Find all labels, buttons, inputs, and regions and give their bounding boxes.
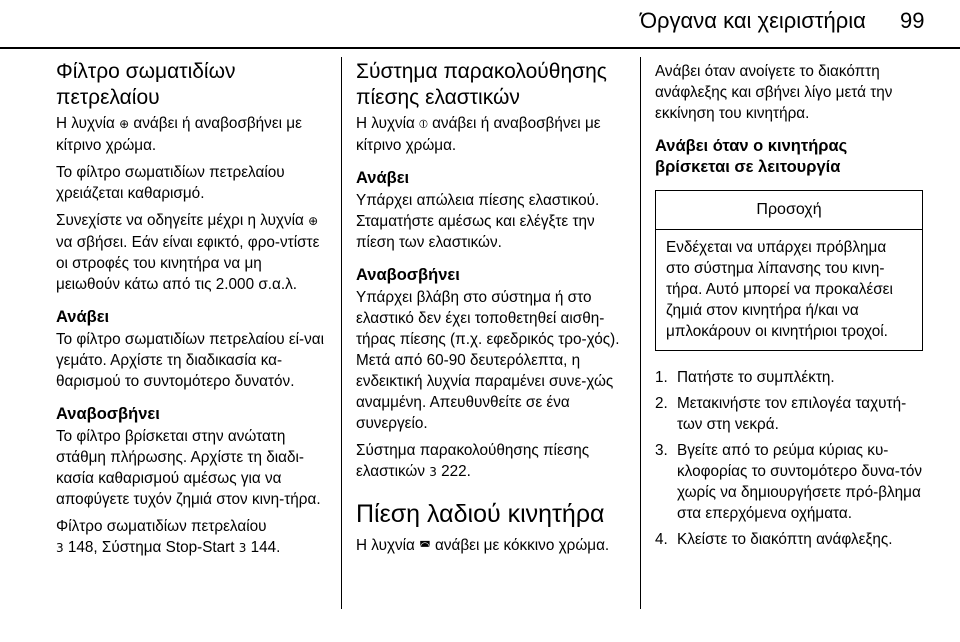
text: ανάβει ή αναβοσβήνει με κίτρινο χρώμα. [356, 115, 601, 154]
page-ref-arrow-icon: 3 [429, 465, 437, 479]
tire-pressure-icon: ⦶ [419, 117, 428, 131]
paragraph [56, 113, 328, 156]
text: 148, Σύστημα Stop-Start [63, 539, 239, 556]
warning-title: Προσοχή [656, 191, 922, 230]
paragraph: Υπάρχει απώλεια πίεσης ελαστικού. Σταματήστε αμέσως και ελέγξτε την πίεση των ελαστικών. [356, 192, 600, 251]
page-ref-arrow-icon: 3 [238, 541, 247, 555]
text: Η λυχνία [56, 115, 120, 132]
paragraph: Το φίλτρο σωματιδίων πετρελαίου εί-ναι γεμάτο. Αρχίστε τη διαδικασία κα-θαρισμού το συντομότερο δυνατόν. [56, 331, 325, 390]
column-1 [56, 57, 328, 559]
step-text: Πατήστε το συμπλέκτη. [677, 369, 835, 386]
cross-reference [356, 440, 624, 483]
column-divider-2 [640, 57, 641, 609]
paragraph: Το φίλτρο σωματιδίων πετρελαίου χρειάζεται καθαρισμό. [56, 164, 285, 202]
subheading-on: Ανάβει [356, 169, 410, 187]
text: Η λυχνία [356, 537, 420, 554]
oil-pressure-icon: ◚ [419, 539, 431, 553]
step-number: 2. [655, 395, 668, 412]
paragraph: Ανάβει όταν ανοίγετε το διακόπτη ανάφλεξης και σβήνει λίγο μετά την εκκίνηση του κινητήρα. [655, 63, 893, 122]
list-item [655, 367, 923, 388]
list-item [655, 393, 923, 435]
page-number: 99 [900, 8, 925, 33]
text: Η λυχνία [356, 115, 420, 132]
subheading-on: Ανάβει [56, 308, 110, 326]
page-header-title: Όργανα και χειριστήρια [640, 8, 866, 33]
warning-box [655, 190, 923, 351]
column-2 [356, 57, 624, 563]
text: Συνεχίστε να οδηγείτε μέχρι η λυχνία [56, 212, 309, 229]
text: ανάβει με κόκκινο χρώμα. [430, 537, 610, 554]
text: Φίλτρο σωματιδίων πετρελαίου [56, 518, 267, 535]
page-ref-arrow-icon: 3 [56, 541, 64, 555]
text: 144. [246, 539, 281, 556]
warning-text: Ενδέχεται να υπάρχει πρόβλημα στο σύστημα λίπανσης του κινη-τήρα. Αυτό μπορεί να προκαλέσει ζημιά στον κινητήρα ή/και να μπλοκάρουν οι κινητήριοι τροχοί. [666, 239, 893, 340]
section-heading-particle-filter: Φίλτρο σωματιδίων πετρελαίου [56, 60, 236, 109]
step-number: 1. [655, 369, 668, 386]
paragraph [356, 535, 624, 557]
text: ανάβει ή αναβοσβήνει με κίτρινο χρώμα. [56, 115, 302, 154]
text: Σύστημα παρακολούθησης πίεσης ελαστικών [356, 442, 590, 480]
step-text: Κλείστε το διακόπτη ανάφλεξης. [677, 531, 893, 548]
steps-list [655, 367, 923, 550]
step-number: 3. [655, 442, 668, 459]
header-rule [0, 47, 960, 49]
step-text: Βγείτε από το ρεύμα κύριας κυ-κλοφορίας το συντομότερο δυνα-τόν χωρίς να δημιουργήσετε πρό-βλημα στα επερχόμενα οχήματα. [677, 442, 923, 522]
subheading-flashing: Αναβοσβήνει [56, 405, 160, 423]
column-divider-1 [341, 57, 342, 609]
paragraph [56, 210, 328, 295]
subheading-flashing: Αναβοσβήνει [356, 266, 460, 284]
list-item [655, 440, 923, 524]
cross-reference [56, 516, 328, 559]
step-text: Μετακινήστε τον επιλογέα ταχυτή-των στη νεκρά. [677, 395, 907, 433]
step-number: 4. [655, 531, 668, 548]
column-3 [655, 61, 923, 555]
particle-filter-icon: ⊕ [308, 214, 319, 228]
particle-filter-icon: ⊕ [119, 117, 130, 131]
paragraph [356, 113, 624, 156]
text: να σβήσει. Εάν είναι εφικτό, φρο-ντίστε οι στροφές του κινητήρα να μη μειωθούν κάτω από τις 2.000 σ.α.λ. [56, 234, 320, 293]
paragraph: Υπάρχει βλάβη στο σύστημα ή στο ελαστικό δεν έχει τοποθετηθεί αισθη-τήρας πίεσης (π.χ. εφεδρικός τρο-χός). Μετά από 60-90 δευτερόλεπτα, η ενδεικτική λυχνία παραμένει συνε-χώς αναμμένη. Απευθυνθείτε σε ένα συνεργείο. [356, 289, 620, 432]
section-heading-oil-pressure: Πίεση λαδιού κινητήρα [356, 500, 605, 528]
list-item [655, 529, 923, 550]
text: 222. [436, 463, 471, 480]
subheading-engine-running: Ανάβει όταν ο κινητήρας βρίσκεται σε λειτουργία [655, 137, 848, 176]
paragraph: Το φίλτρο βρίσκεται στην ανώτατη στάθμη πλήρωσης. Αρχίστε τη διαδι-κασία καθαρισμού αμέσως για να αποφύγετε τυχόν ζημιά στον κινη-τήρα. [56, 428, 321, 508]
section-heading-tire-pressure: Σύστημα παρακολούθησης πίεσης ελαστικών [356, 60, 607, 109]
